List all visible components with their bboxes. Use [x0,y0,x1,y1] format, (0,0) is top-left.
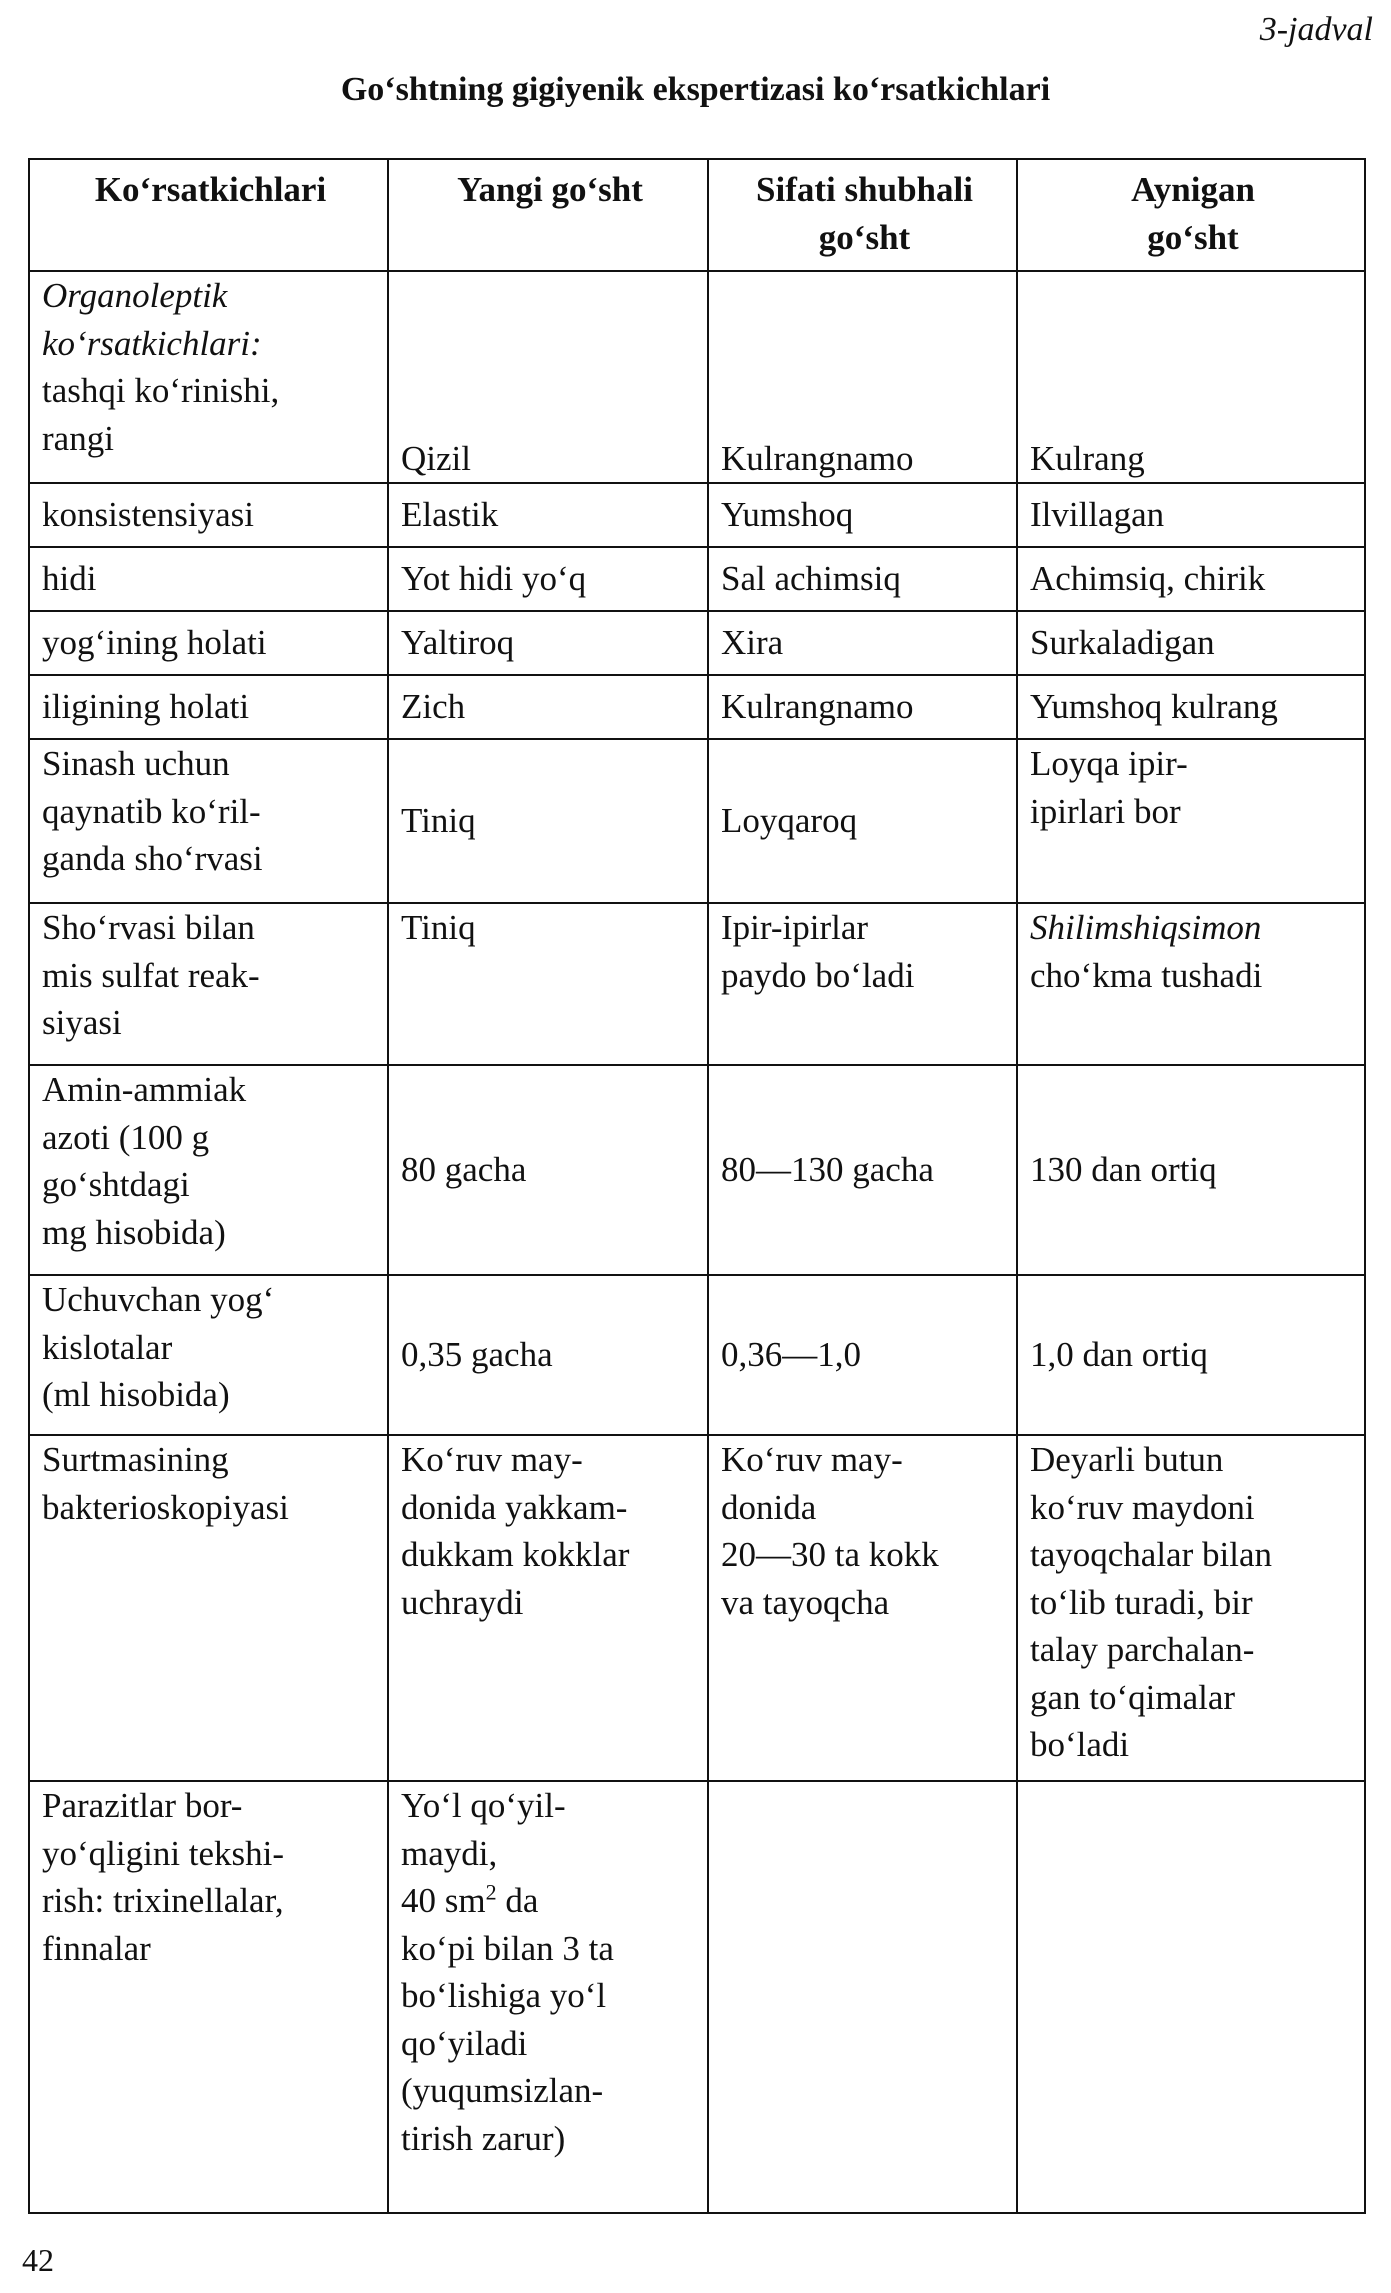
table-row [29,483,1365,547]
fresh-cell: Yaltiroq [388,611,708,675]
fresh-cell: 80 gacha [388,1065,708,1275]
fresh-cell: Tiniq [388,903,708,1065]
table-row [29,739,1365,903]
fresh-cell: Zich [388,675,708,739]
header-indicators: Ko‘rsatkichlari [29,159,388,271]
doubtful-cell: Kulrangnamo [708,675,1017,739]
doubtful-cell: Kulrangnamo [708,271,1017,483]
page-number: 42 [22,2242,54,2278]
indicator-cell: konsistensiyasi [29,483,388,547]
spoiled-cell: Deyarli butun ko‘ruv maydoni tayoqchalar bilan to‘lib turadi, bir talay parchalan- gan to‘qimalar bo‘ladi [1017,1435,1365,1781]
spoiled-cell: Shilimshiqsimon cho‘kma tushadi [1017,903,1365,1065]
indicator-cell: Uchuvchan yog‘ kislotalar (ml hisobida) [29,1275,388,1435]
spoiled-cell: Surkaladigan [1017,611,1365,675]
spoiled-cell: Ilvillagan [1017,483,1365,547]
fresh-cell: Ko‘ruv may- donida yakkam- dukkam kokklar uchraydi [388,1435,708,1781]
table-title: Go‘shtning gigiyenik ekspertizasi ko‘rsatkichlari [340,71,1051,108]
indicator-cell: hidi [29,547,388,611]
spoiled-cell: Yumshoq kulrang [1017,675,1365,739]
header-spoiled-meat: Aynigan go‘sht [1017,159,1365,271]
spoiled-cell: Loyqa ipir- ipirlari bor [1017,739,1365,903]
doubtful-cell: 0,36—1,0 [708,1275,1017,1435]
indicator-cell: iligining holati [29,675,388,739]
doubtful-cell [708,1781,1017,2213]
table-row [29,547,1365,611]
fresh-cell: Tiniq [388,739,708,903]
table-row [29,903,1365,1065]
indicator-cell: Parazitlar bor- yo‘qligini tekshi- rish: trixinellalar, finnalar [29,1781,388,2213]
fresh-cell: Elastik [388,483,708,547]
header-fresh-meat: Yangi go‘sht [388,159,708,271]
indicator-cell: Surtmasining bakterioskopiyasi [29,1435,388,1781]
table-row [29,1781,1365,2213]
fresh-cell: Qizil [388,271,708,483]
doubtful-cell: 80—130 gacha [708,1065,1017,1275]
table-row [29,675,1365,739]
fresh-cell: Yot hidi yo‘q [388,547,708,611]
fresh-cell: Yo‘l qo‘yil- maydi, 40 $sm^2$ da ko‘pi bilan 3 ta bo‘lishiga yo‘l qo‘yiladi (yuqumsizlan- tirish zarur) [388,1781,708,2213]
doubtful-cell: Ko‘ruv may- donida 20—30 ta kokk va tayoqcha [708,1435,1017,1781]
doubtful-cell: Loyqaroq [708,739,1017,903]
spoiled-cell [1017,1781,1365,2213]
doubtful-cell: Ipir-ipirlar paydo bo‘ladi [708,903,1017,1065]
spoiled-cell: 1,0 dan ortiq [1017,1275,1365,1435]
indicator-cell: Amin-ammiak azoti (100 g go‘shtdagi mg hisobida) [29,1065,388,1275]
organoleptic-heading: Organoleptik ko‘rsatkichlari: [42,276,262,363]
fresh-cell: 0,35 gacha [388,1275,708,1435]
indicator-cell: Sinash uchun qaynatib ko‘ril- ganda sho‘rvasi [29,739,388,903]
indicator-cell: yog‘ining holati [29,611,388,675]
spoiled-cell: 130 dan ortiq [1017,1065,1365,1275]
indicator-cell: Sho‘rvasi bilan mis sulfat reak- siyasi [29,903,388,1065]
table-row [29,1435,1365,1781]
spoiled-cell: Achimsiq, chirik [1017,547,1365,611]
doubtful-cell: Yumshoq [708,483,1017,547]
header-doubtful-meat: Sifati shubhali go‘sht [708,159,1017,271]
meat-expertise-table [28,158,1366,2214]
doubtful-cell: Sal achimsiq [708,547,1017,611]
table-row [29,1275,1365,1435]
spoiled-cell: Kulrang [1017,271,1365,483]
doubtful-cell: Xira [708,611,1017,675]
table-row [29,611,1365,675]
table-row [29,1065,1365,1275]
table-header-row [29,159,1365,271]
indicator-cell: Organoleptik ko‘rsatkichlari: tashqi ko‘rinishi, rangi [29,271,388,483]
table-label: 3-jadval [1259,11,1373,48]
table-row [29,271,1365,483]
